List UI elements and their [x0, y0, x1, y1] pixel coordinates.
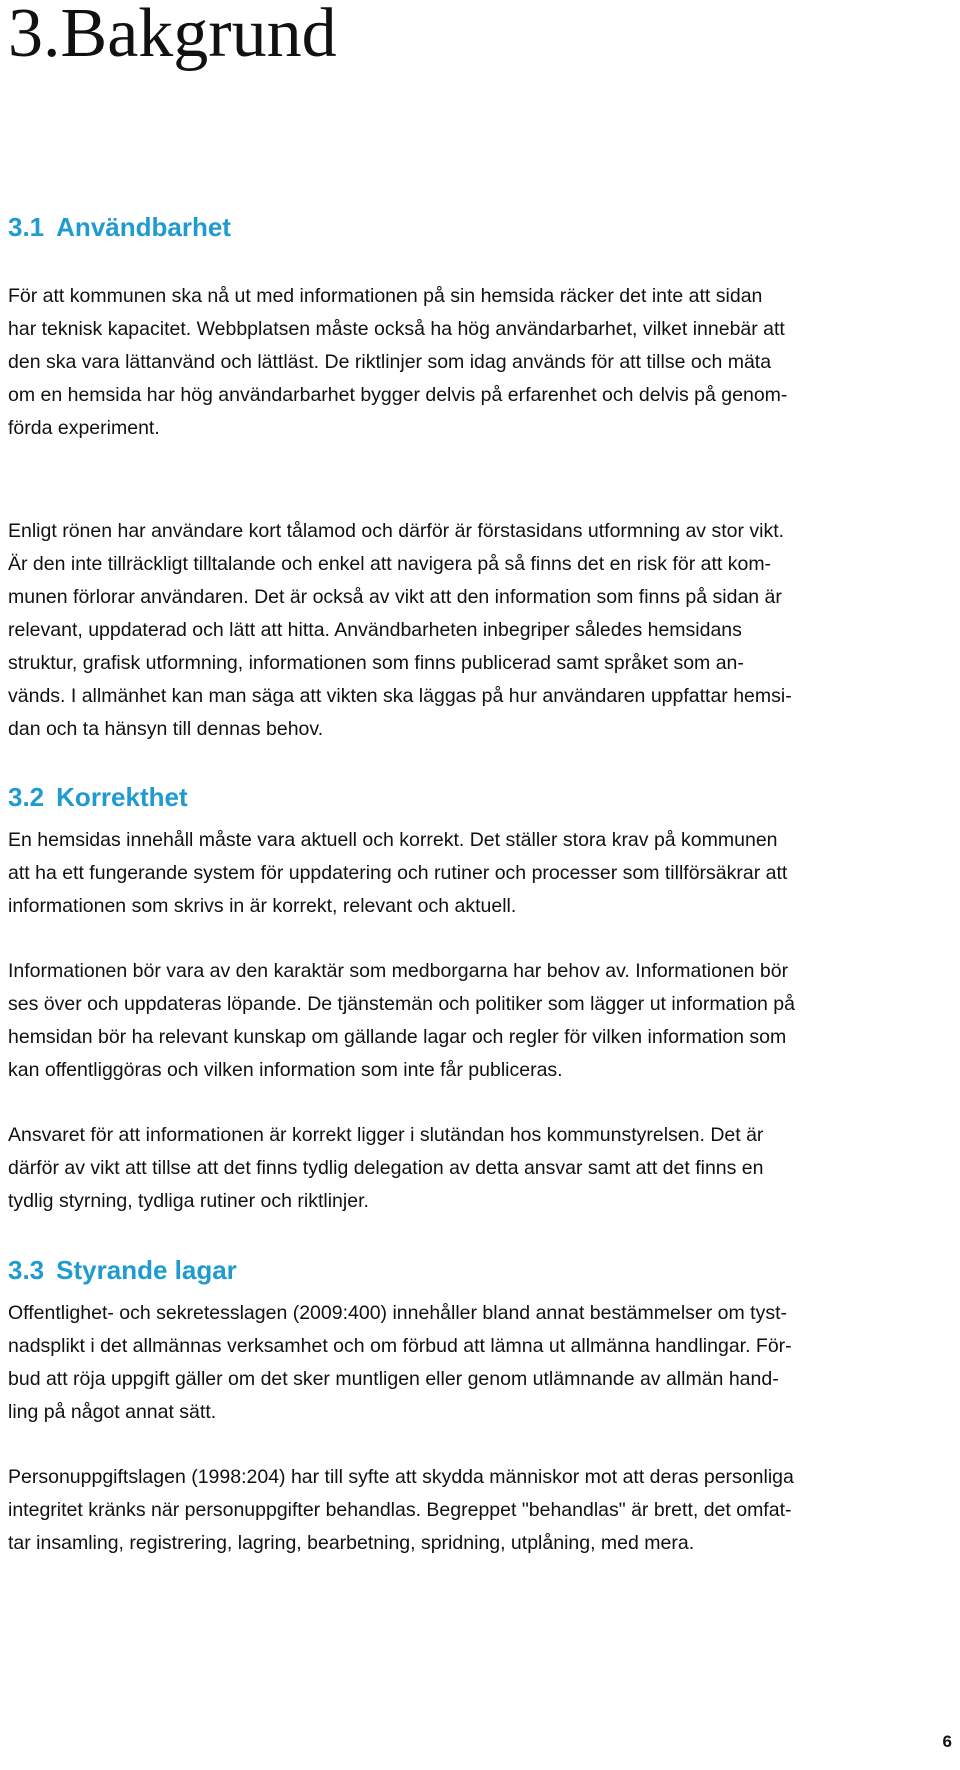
text-line: Personuppgiftslagen (1998:204) har till syfte att skydda människor mot att deras personliga [8, 1466, 794, 1488]
chapter-title: 3.Bakgrund [8, 0, 337, 72]
text-line: tydlig styrning, tydliga rutiner och riktlinjer. [8, 1190, 369, 1212]
section-number: 3.3 [8, 1255, 45, 1285]
section-heading [8, 211, 956, 243]
section-heading [8, 781, 956, 813]
text-line: om en hemsida har hög användarbarhet bygger delvis på erfarenhet och delvis på genom- [8, 384, 788, 406]
text-line: informationen som skrivs in är korrekt, relevant och aktuell. [8, 895, 517, 917]
text-line: För att kommunen ska nå ut med informationen på sin hemsida räcker det inte att sidan [8, 285, 763, 307]
text-line: Ansvaret för att informationen är korrekt ligger i slutändan hos kommunstyrelsen. Det är [8, 1124, 764, 1146]
section-title: Styrande lagar [56, 1255, 237, 1285]
section-korrekthet [8, 781, 956, 813]
paragraph [8, 1297, 956, 1429]
text-line: munen förlorar användaren. Det är också av vikt att den information som finns på sidan är [8, 586, 782, 608]
section-styrande-lagar [8, 1254, 956, 1286]
text-line: bud att röja uppgift gäller om det sker muntligen eller genom utlämnande av allmän hand- [8, 1368, 779, 1390]
text-line: hemsidan bör ha relevant kunskap om gällande lagar och regler för vilken information som [8, 1026, 787, 1048]
text-line: nadsplikt i det allmännas verksamhet och om förbud att lämna ut allmänna handlingar. För- [8, 1335, 792, 1357]
text-line: tar insamling, registrering, lagring, bearbetning, spridning, utplåning, med mera. [8, 1532, 695, 1554]
text-line: har teknisk kapacitet. Webbplatsen måste också ha hög användarbarhet, vilket innebär att [8, 318, 785, 340]
text-line: att ha ett fungerande system för uppdatering och rutiner och processer som tillförsäkrar att [8, 862, 788, 884]
text-line: dan och ta hänsyn till dennas behov. [8, 718, 324, 740]
paragraph [8, 824, 956, 923]
paragraph [8, 1461, 956, 1560]
section-title: Korrekthet [56, 782, 188, 812]
section-number: 3.1 [8, 212, 45, 242]
text-line: Är den inte tillräckligt tilltalande och enkel att navigera på så finns det en risk för att kom- [8, 553, 772, 575]
text-line: Enligt rönen har användare kort tålamod och därför är förstasidans utformning av stor vikt. [8, 520, 785, 542]
text-line: relevant, uppdaterad och lätt att hitta. Användbarheten inbegriper således hemsidans [8, 619, 742, 641]
text-line: En hemsidas innehåll måste vara aktuell och korrekt. Det ställer stora krav på kommunen [8, 829, 778, 851]
section-heading [8, 1254, 956, 1286]
text-line: integritet kränks när personuppgifter behandlas. Begreppet "behandlas" är brett, det omfat- [8, 1499, 792, 1521]
text-line: den ska vara lättanvänd och lättläst. De riktlinjer som idag används för att tillse och mäta [8, 351, 772, 373]
text-line: ling på något annat sätt. [8, 1401, 217, 1423]
paragraph [8, 955, 956, 1087]
section-number: 3.2 [8, 782, 45, 812]
section-anvandbarhet [8, 211, 956, 243]
text-line: förda experiment. [8, 417, 160, 439]
text-line: Informationen bör vara av den karaktär som medborgarna har behov av. Informationen bör [8, 960, 789, 982]
text-line: struktur, grafisk utformning, informationen som finns publicerad samt språket som an- [8, 652, 744, 674]
text-line: vänds. I allmänhet kan man säga att vikten ska läggas på hur användaren uppfattar hemsi- [8, 685, 792, 707]
page-number: 6 [942, 1732, 952, 1751]
section-title: Användbarhet [56, 212, 231, 242]
text-line: kan offentliggöras och vilken information som inte får publiceras. [8, 1059, 563, 1081]
text-line: Offentlighet- och sekretesslagen (2009:400) innehåller bland annat bestämmelser om tyst- [8, 1302, 787, 1324]
paragraph [8, 280, 956, 445]
text-line: därför av vikt att tillse att det finns tydlig delegation av detta ansvar samt att det finns en [8, 1157, 764, 1179]
paragraph [8, 515, 956, 746]
text-line: ses över och uppdateras löpande. De tjänstemän och politiker som lägger ut information på [8, 993, 795, 1015]
paragraph [8, 1119, 956, 1218]
